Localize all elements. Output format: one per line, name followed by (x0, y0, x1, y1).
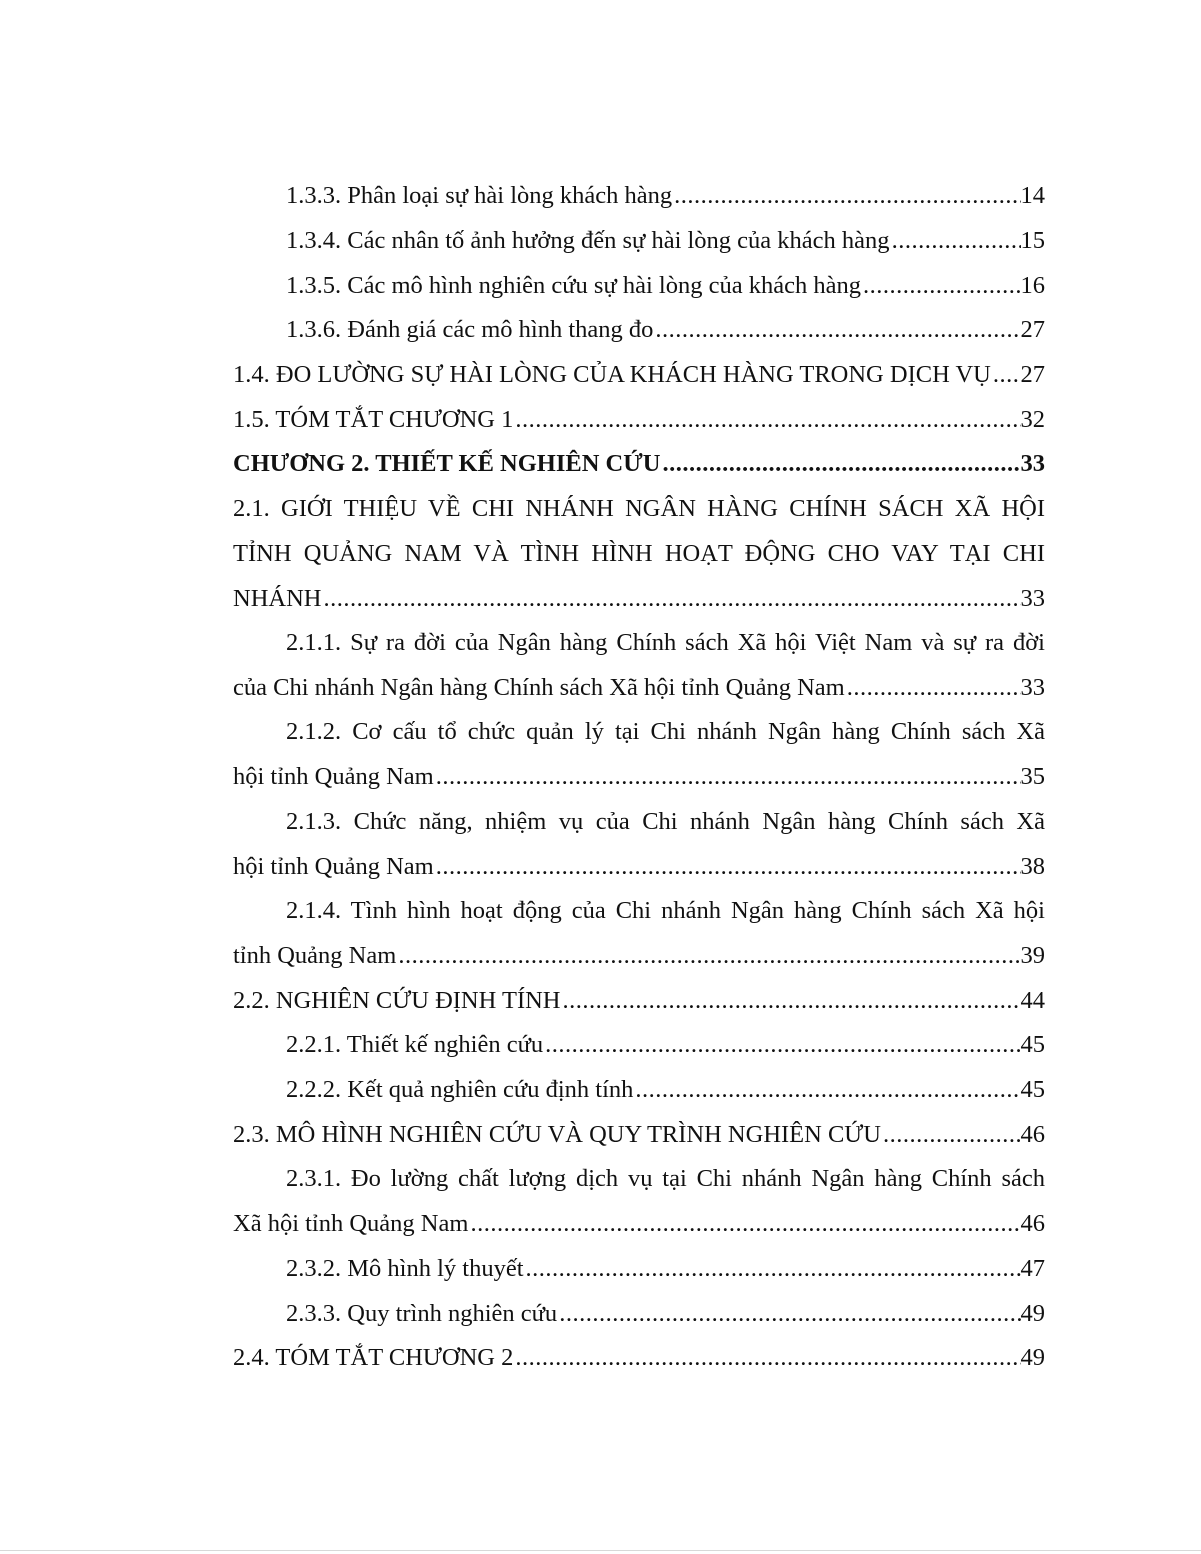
toc-entry-title: 2.1.1. Sự ra đời của Ngân hàng Chính sách Xã hội Việt Nam và sự ra đời (286, 628, 1045, 656)
toc-dot-leader (543, 1031, 1020, 1059)
toc-page-number: 16 (1020, 271, 1045, 299)
toc-entry-title: 1.3.3. Phân loại sự hài lòng khách hàng (286, 182, 673, 210)
toc-page-number: 46 (1020, 1120, 1045, 1148)
toc-page-number: 27 (1020, 316, 1045, 344)
toc-page-number: 44 (1020, 986, 1045, 1014)
toc-entry-title: 1.3.6. Đánh giá các mô hình thang đo (286, 316, 654, 344)
page-bottom-rule (0, 1550, 1201, 1551)
toc-entry-title: CHƯƠNG 2. THIẾT KẾ NGHIÊN CỨU (233, 450, 661, 478)
toc-entry[interactable] (233, 397, 1045, 442)
toc-dot-leader (845, 674, 1021, 702)
toc-entry-title: 2.3. MÔ HÌNH NGHIÊN CỨU VÀ QUY TRÌNH NGHIÊN CỨU (233, 1120, 881, 1148)
toc-page-number: 33 (1020, 673, 1045, 701)
toc-entry[interactable] (233, 1112, 1045, 1157)
toc-entry-title: 2.1.3. Chức năng, nhiệm vụ của Chi nhánh Ngân hàng Chính sách Xã (286, 807, 1045, 835)
toc-page-number: 35 (1020, 763, 1045, 791)
toc-dot-leader (434, 763, 1021, 791)
toc-dot-leader (396, 942, 1020, 970)
toc-entry-title: NHÁNH (233, 584, 322, 612)
toc-entry[interactable] (233, 1291, 1045, 1336)
toc-entry-title: 2.1.2. Cơ cấu tổ chức quản lý tại Chi nhánh Ngân hàng Chính sách Xã (286, 718, 1045, 746)
toc-dot-leader (513, 406, 1020, 434)
toc-page-number: 33 (1020, 584, 1045, 612)
toc-entry-title: tỉnh Quảng Nam (233, 942, 397, 970)
toc-entry[interactable] (233, 576, 1045, 621)
toc-entry[interactable] (233, 710, 1045, 755)
toc-page-number: 49 (1020, 1344, 1045, 1372)
toc-entry[interactable] (233, 308, 1045, 353)
toc-entry-title: của Chi nhánh Ngân hàng Chính sách Xã hội tỉnh Quảng Nam (233, 673, 845, 701)
toc-dot-leader (321, 585, 1020, 613)
toc-entry[interactable] (233, 666, 1045, 711)
toc-page-number: 47 (1020, 1254, 1045, 1282)
toc-entry-title: 2.2.1. Thiết kế nghiên cứu (286, 1031, 544, 1059)
toc-entry-title: 1.3.5. Các mô hình nghiên cứu sự hài lòng của khách hàng (286, 271, 861, 299)
toc-entry[interactable] (233, 1023, 1045, 1068)
toc-entry[interactable] (233, 934, 1045, 979)
toc-dot-leader (557, 1300, 1020, 1328)
toc-entry[interactable] (233, 755, 1045, 800)
toc-entry-title: 2.1.4. Tình hình hoạt động của Chi nhánh Ngân hàng Chính sách Xã hội (286, 897, 1045, 924)
toc-entry[interactable] (233, 1336, 1045, 1381)
toc-entry-title: 2.3.2. Mô hình lý thuyết (286, 1254, 524, 1282)
toc-dot-leader (660, 450, 1020, 478)
toc-page-number: 45 (1020, 1076, 1045, 1104)
toc-page-number: 38 (1020, 852, 1045, 880)
toc-page-number: 46 (1020, 1210, 1045, 1238)
toc-entry[interactable] (233, 621, 1045, 666)
toc-dot-leader (881, 1121, 1021, 1149)
toc-page-number: 39 (1020, 942, 1045, 970)
toc-entry[interactable] (233, 844, 1045, 889)
toc-dot-leader (633, 1076, 1020, 1104)
toc-entry-title: 2.3.1. Đo lường chất lượng dịch vụ tại Chi nhánh Ngân hàng Chính sách (286, 1165, 1045, 1193)
toc-entry-title: Xã hội tỉnh Quảng Nam (233, 1210, 469, 1238)
table-of-contents (233, 174, 1045, 1381)
toc-page-number: 14 (1020, 182, 1045, 210)
toc-entry-title: 2.2. NGHIÊN CỨU ĐỊNH TÍNH (233, 986, 561, 1014)
toc-dot-leader (653, 316, 1020, 344)
toc-entry[interactable] (233, 1068, 1045, 1113)
toc-page-number: 49 (1020, 1299, 1045, 1327)
toc-entry-title: hội tỉnh Quảng Nam (233, 852, 434, 880)
toc-entry-title: 2.3.3. Quy trình nghiên cứu (286, 1299, 558, 1327)
toc-dot-leader (434, 853, 1021, 881)
toc-entry-title: 2.4. TÓM TẮT CHƯƠNG 2 (233, 1344, 514, 1372)
toc-page-number: 33 (1020, 450, 1045, 478)
toc-entry[interactable] (233, 219, 1045, 264)
toc-dot-leader (672, 182, 1020, 210)
toc-entry[interactable] (233, 800, 1045, 845)
toc-entry-title: 2.2.2. Kết quả nghiên cứu định tính (286, 1076, 634, 1104)
toc-page-number: 32 (1020, 405, 1045, 433)
toc-dot-leader (561, 987, 1021, 1015)
toc-dot-leader (991, 361, 1021, 389)
toc-entry-title: TỈNH QUẢNG NAM VÀ TÌNH HÌNH HOẠT ĐỘNG CHO VAY TẠI CHI (233, 539, 1045, 567)
toc-entry[interactable] (233, 353, 1045, 398)
toc-page-number: 45 (1020, 1031, 1045, 1059)
toc-entry[interactable] (233, 978, 1045, 1023)
toc-entry[interactable] (233, 532, 1045, 577)
toc-entry[interactable] (233, 487, 1045, 532)
toc-dot-leader (468, 1210, 1020, 1238)
toc-entry[interactable] (233, 1202, 1045, 1247)
toc-entry-title: hội tỉnh Quảng Nam (233, 763, 434, 791)
toc-entry[interactable] (233, 1157, 1045, 1202)
toc-entry-title: 1.3.4. Các nhân tố ảnh hưởng đến sự hài lòng của khách hàng (286, 227, 890, 255)
toc-entry-title: 2.1. GIỚI THIỆU VỀ CHI NHÁNH NGÂN HÀNG CHÍNH SÁCH XÃ HỘI (233, 494, 1045, 522)
toc-dot-leader (861, 272, 1021, 300)
toc-entry[interactable] (233, 263, 1045, 308)
toc-entry[interactable] (233, 1247, 1045, 1292)
toc-entry[interactable] (233, 889, 1045, 934)
toc-entry[interactable] (233, 442, 1045, 487)
toc-page-number: 15 (1020, 227, 1045, 255)
toc-dot-leader (513, 1344, 1020, 1372)
toc-page-number: 27 (1020, 361, 1045, 389)
toc-entry-title: 1.5. TÓM TẮT CHƯƠNG 1 (233, 405, 514, 433)
toc-dot-leader (890, 227, 1021, 255)
toc-entry[interactable] (233, 174, 1045, 219)
toc-dot-leader (524, 1255, 1021, 1283)
toc-entry-title: 1.4. ĐO LƯỜNG SỰ HÀI LÒNG CỦA KHÁCH HÀNG TRONG DỊCH VỤ (233, 361, 991, 389)
